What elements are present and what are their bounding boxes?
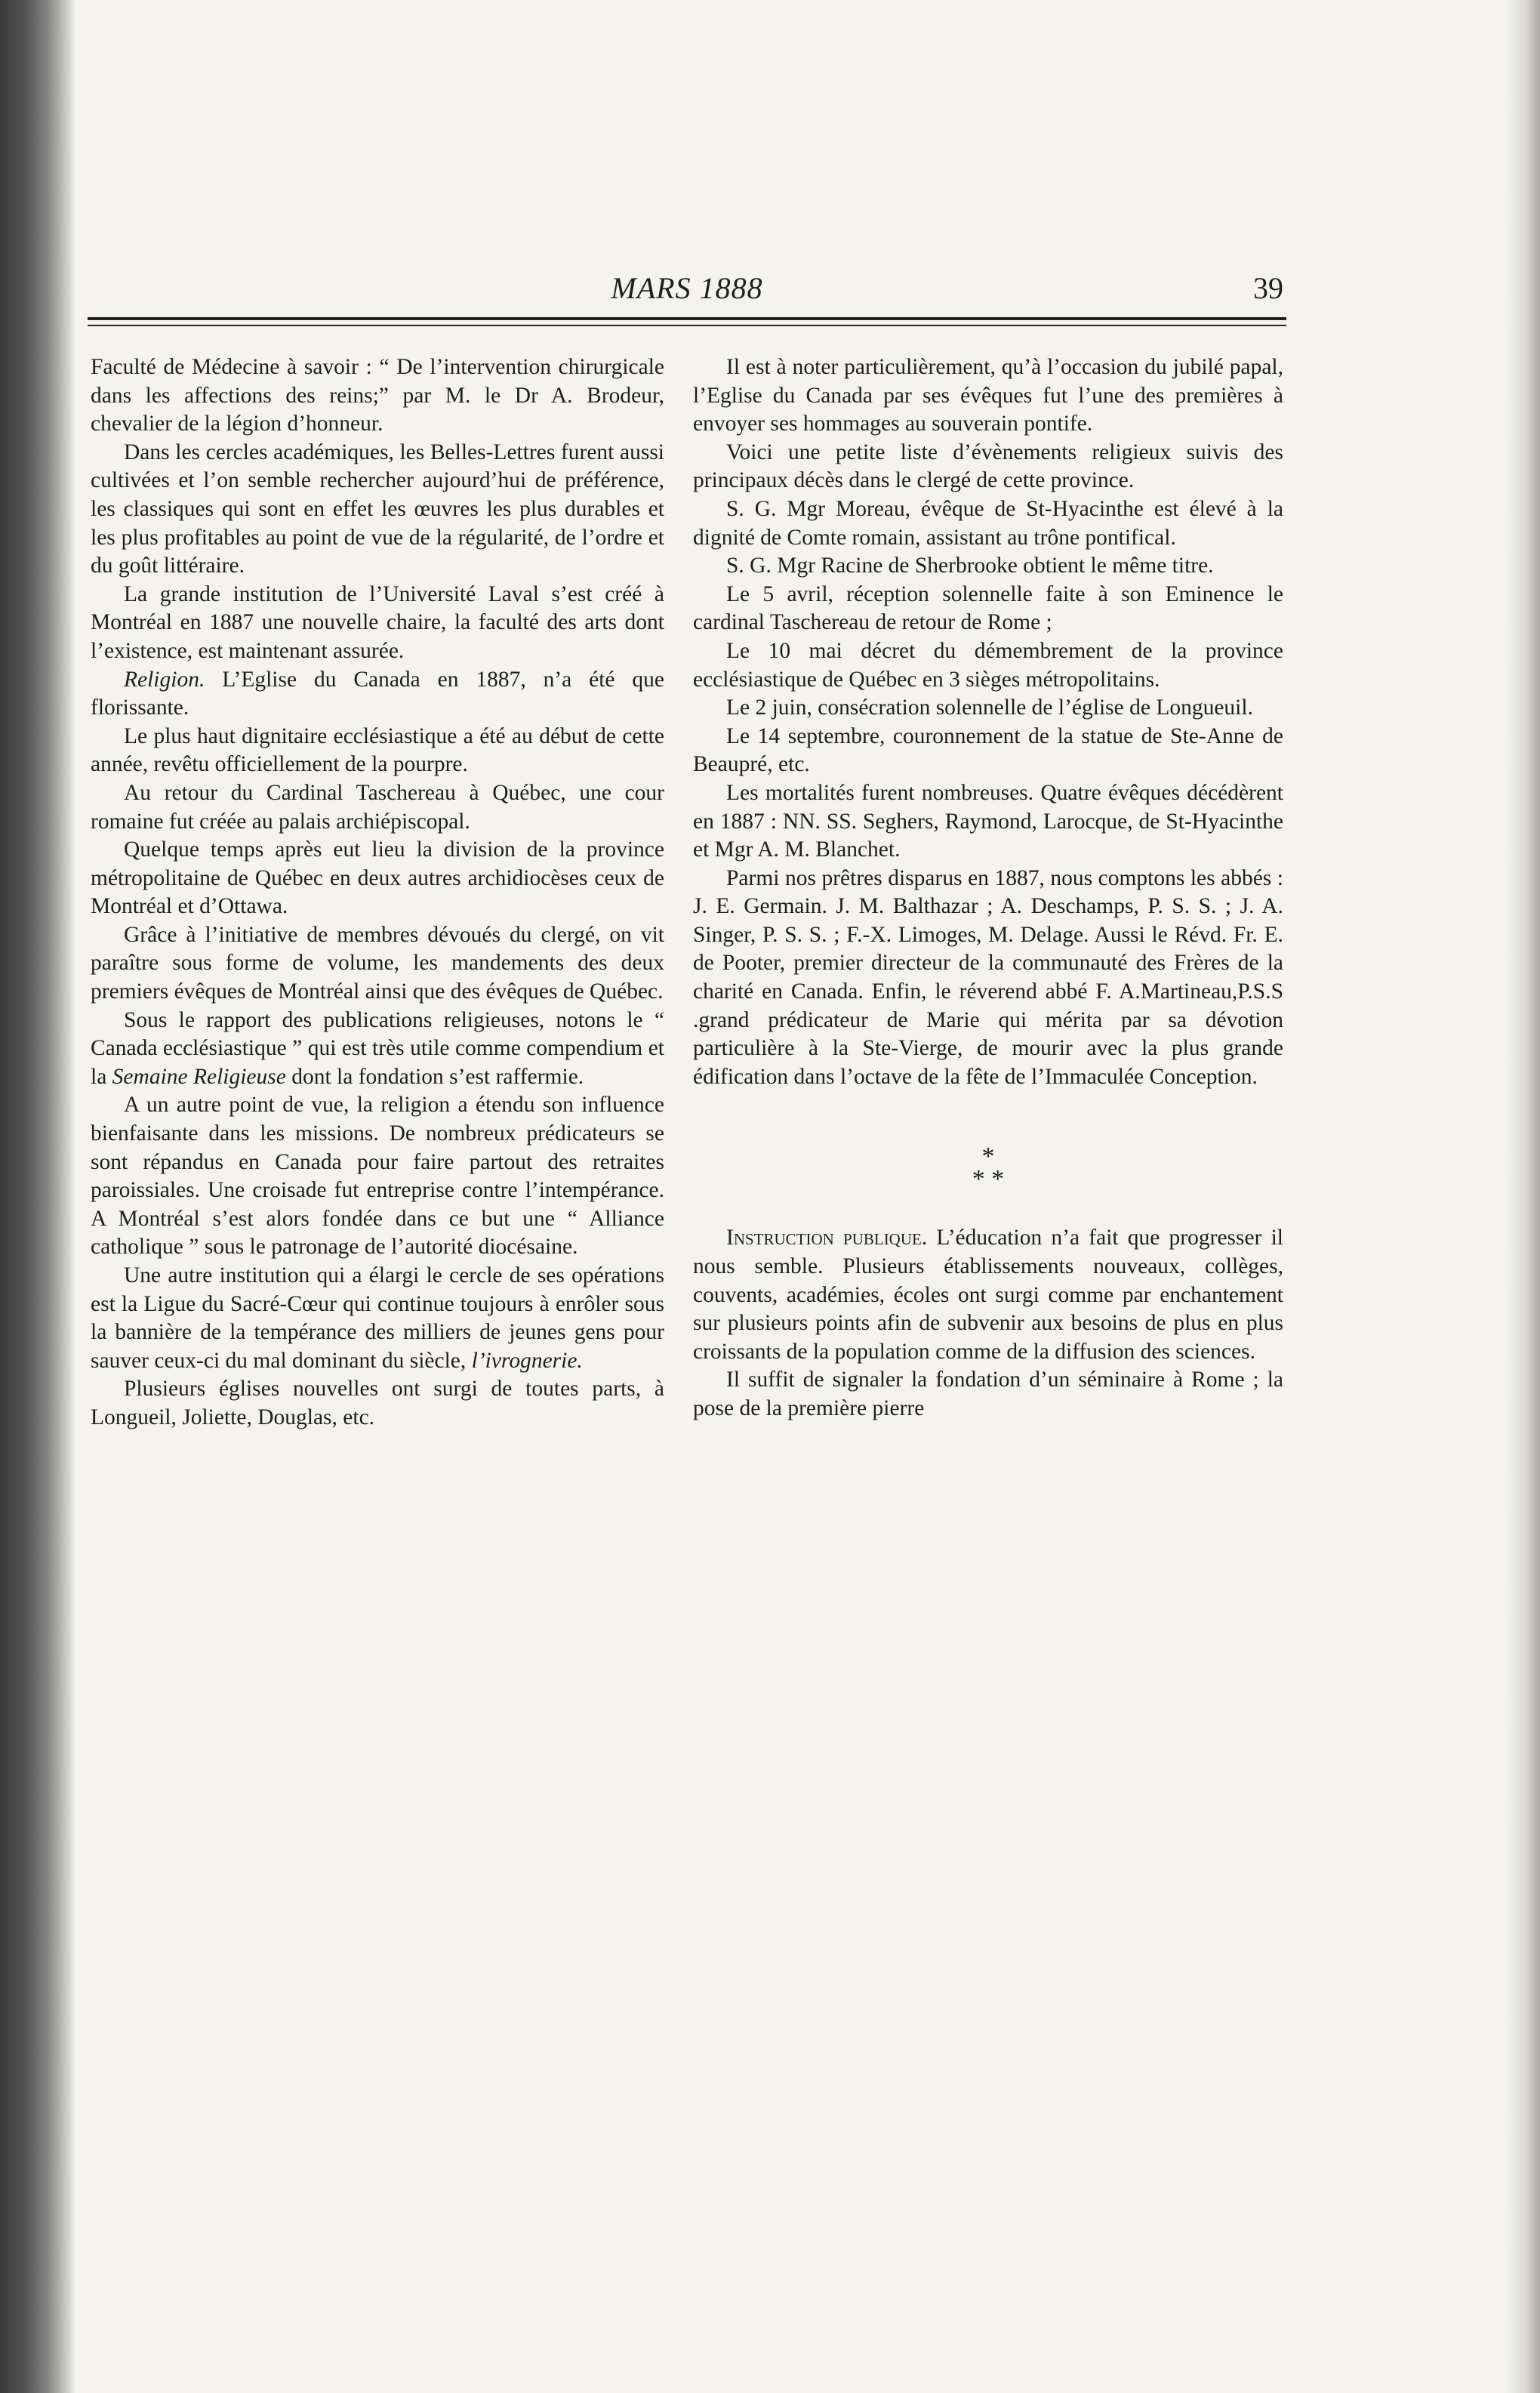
paragraph: Faculté de Médecine à savoir : “ De l’intervention chirurgicale dans les affections des reins;” par M. le Dr A. Brodeur, chevalier de la légion d’honneur. — [91, 355, 664, 436]
paragraph: Grâce à l’initiative de membres dévoués du clergé, on vit paraître sous forme de volume, les mandements des deux premiers évêques de Montréal ainsi que des évêques de Québec. — [91, 922, 664, 1004]
paragraph — [693, 1224, 1283, 1366]
page-binding-shadow — [0, 0, 75, 2393]
paragraph: Voici une petite liste d’évènements religieux suivis des principaux décès dans le clergé de cette province. — [693, 439, 1283, 493]
publication-title: Semaine Religieuse — [112, 1064, 286, 1089]
paragraph: Au retour du Cardinal Taschereau à Québec, une cour romaine fut créée au palais archiépiscopal. — [91, 780, 664, 834]
paragraph: Plusieurs églises nouvelles ont surgi de toutes parts, à Longueil, Joliette, Douglas, etc. — [91, 1377, 664, 1429]
section-label-instruction: Instruction publique. — [726, 1226, 928, 1250]
header-rule-thin — [88, 325, 1286, 326]
paragraph-text: L’éducation n’a fait que progresser il nous semble. Plusieurs établissements nouveaux, collèges, couvents, académies, écoles ont surgi comme par enchantement sur plusieurs points afin de subvenir aux besoins de plus en plus croissants de la population comme de la diffusion des sciences. — [693, 1226, 1283, 1364]
paragraph: Les mortalités furent nombreuses. Quatre évêques décédèrent en 1887 : NN. SS. Seghers, Raymond, Larocque, de St-Hyacinthe et Mgr A. M. Blanchet. — [693, 780, 1283, 862]
paragraph: S. G. Mgr Moreau, évêque de St-Hyacinthe est élevé à la dignité de Comte romain, assistant au trône pontifical. — [693, 496, 1283, 550]
paragraph: Parmi nos prêtres disparus en 1887, nous comptons les abbés : J. E. Germain. J. M. Balthazar ; A. Deschamps, P. S. S. ; J. A. Singer, P. S. S. ; F.-X. Limoges, M. Delage. Aussi le Révd. Fr. E. de Pooter, premier directeur de la communauté des Frères de la charité en Canada. Enfin, le réverend abbé F. A.Martineau,P.S.S .grand prédicateur de Marie qui mérita par sa dévotion particulière à la Ste-Vierge, de mourir avec la plus grande édification dans l’octave de la fête de l’Immaculée Conception. — [693, 865, 1283, 1089]
paragraph-text: Sous le rapport des publications religieuses, notons le “ Canada ecclésiastique ” qui est très utile comme compendium et la — [91, 1007, 664, 1089]
section-asterism — [693, 1143, 1283, 1194]
paragraph: Le plus haut dignitaire ecclésiastique a été au début de cette année, revêtu officiellement de la pourpre. — [91, 723, 664, 777]
page-header — [91, 266, 1283, 311]
paragraph: Le 14 septembre, couronnement de la statue de Ste-Anne de Beaupré, etc. — [693, 723, 1283, 777]
paragraph: Le 2 juin, consécration solennelle de l’église de Longueuil. — [726, 695, 1253, 720]
paragraph — [91, 666, 664, 723]
paragraph: S. G. Mgr Racine de Sherbrooke obtient le même titre. — [726, 554, 1214, 578]
section-label-religion: Religion. — [124, 667, 205, 692]
emphasis-ivrognerie: l’ivrognerie. — [471, 1348, 583, 1373]
paragraph: Il suffit de signaler la fondation d’un séminaire à Rome ; la pose de la première pierre — [693, 1368, 1283, 1420]
paragraph: A un autre point de vue, la religion a étendu son influence bienfaisante dans les missions. De nombreux prédicateurs se sont répandus en Canada pour faire partout des retraites paroissiales. Une croisade fut entreprise contre l’intempérance. A Montréal s’est alors fondée dans ce but une “ Alliance catholique ” sous le patronage de l’autorité diocésaine. — [91, 1093, 664, 1260]
paragraph-text: Une autre institution qui a élargi le cercle de ses opérations est la Ligue du Sacré-Cœur qui continue toujours à enrôler sous la bannière de la tempérance des milliers de jeunes gens pour sauver ceux-ci du mal dominant du siècle, — [91, 1263, 664, 1373]
header-rule-thick — [88, 317, 1286, 320]
asterism-top: * — [981, 1143, 995, 1171]
page-edge-shadow — [1505, 0, 1540, 2393]
paragraph: Le 5 avril, réception solennelle faite à son Eminence le cardinal Taschereau de retour de Rome ; — [693, 581, 1283, 635]
paragraph-text: dont la fondation s’est raffermie. — [291, 1064, 584, 1089]
right-column — [693, 353, 1283, 1423]
running-head: MARS 1888 — [611, 271, 763, 305]
paragraph: Dans les cercles académiques, les Belles-Lettres furent aussi cultivées et l’on semble rechercher aujourd’hui de préférence, les classiques qui sont en effet les œuvres les plus durables et les plus profitables au point de vue de la régularité, de l’ordre et du goût littéraire. — [91, 439, 664, 578]
paragraph: Il est à noter particulièrement, qu’à l’occasion du jubilé papal, l’Eglise du Canada par ses évêques fut l’une des premières à envoyer ses hommages au souverain pontife. — [693, 355, 1283, 436]
paragraph — [91, 1007, 664, 1092]
paragraph: La grande institution de l’Université Laval s’est créé à Montréal en 1887 une nouvelle chaire, la faculté des arts dont l’existence, est maintenant assurée. — [91, 581, 664, 663]
asterism-bottom: * * — [972, 1165, 1005, 1194]
left-column — [91, 353, 664, 1432]
paragraph: Le 10 mai décret du démembrement de la province ecclésiastique de Québec en 3 sièges métropolitains. — [693, 638, 1283, 692]
page-number: 39 — [1253, 271, 1283, 305]
paragraph — [91, 1262, 664, 1375]
paragraph-text: L’Eglise du Canada en 1887, n’a été que florissante. — [91, 667, 664, 720]
paragraph: Quelque temps après eut lieu la division de la province métropolitaine de Québec en deux autres archidiocèses ceux de Montréal et d’Ottawa. — [91, 837, 664, 919]
